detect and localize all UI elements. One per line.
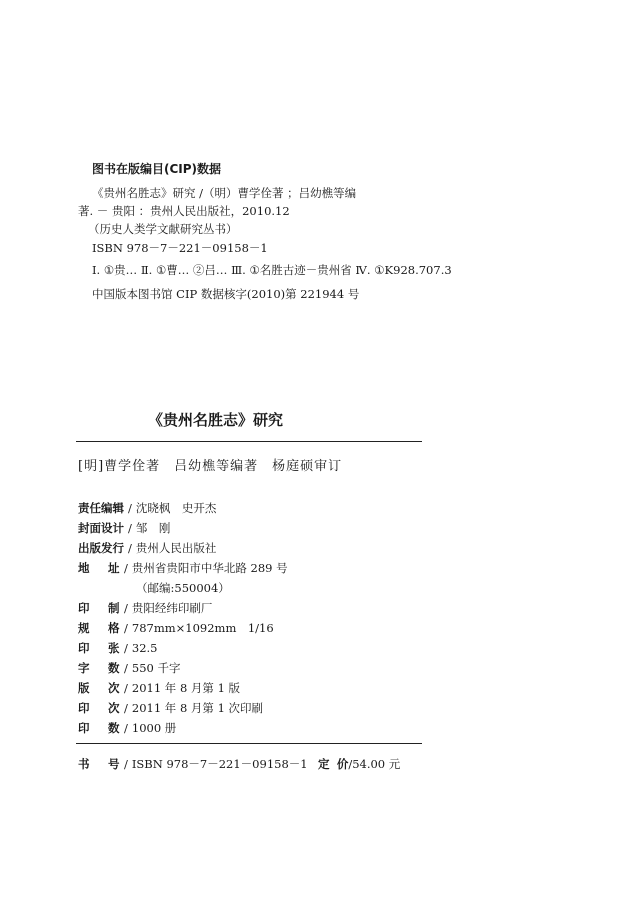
colophon-row: 印 张 / 32.5 (78, 641, 158, 655)
cip-line: 著. － 贵阳 ：贵州人民出版社，2010.12 (78, 204, 290, 218)
colophon-row: 印 制 / 贵阳经纬印刷厂 (78, 601, 213, 615)
colophon-row: 出版发行 / 贵州人民出版社 (78, 541, 217, 555)
book-title: 《贵州名胜志》研究 (148, 411, 284, 429)
colophon-row: 字 数 / 550 千字 (78, 661, 181, 675)
divider (76, 441, 422, 442)
price-row: 定 价/54.00 元 (318, 757, 401, 771)
colophon-row: 地 址 / 贵州省贵阳市中华北路 289 号 (78, 561, 288, 575)
isbn-row: 书 号 / ISBN 978－7－221－09158－1 (78, 757, 308, 771)
colophon-row: （邮编:550004） (136, 581, 230, 595)
book-authors: [明]曹学佺著 吕幼樵等编著 杨庭硕审订 (78, 459, 343, 474)
cip-line: （历史人类学文献研究丛书） (88, 222, 238, 236)
divider (76, 743, 422, 744)
colophon-row: 印 数 / 1000 册 (78, 721, 177, 735)
colophon-row: 封面设计 / 邹 刚 (78, 521, 171, 535)
cip-line: ISBN 978－7－221－09158－1 (92, 241, 268, 255)
colophon-row: 版 次 / 2011 年 8 月第 1 版 (78, 681, 241, 695)
cip-line: 中国版本图书馆 CIP 数据核字(2010)第 221944 号 (92, 287, 360, 301)
cip-heading: 图书在版编目(CIP)数据 (92, 162, 222, 176)
colophon-row: 责任编辑 / 沈晓枫 史开杰 (78, 501, 217, 515)
colophon-row: 规 格 / 787mm×1092mm 1/16 (78, 621, 274, 635)
colophon-row: 印 次 / 2011 年 8 月第 1 次印刷 (78, 701, 264, 715)
cip-line: 《贵州名胜志》研究 /（明）曹学佺著 ；吕幼樵等编 (92, 186, 357, 200)
cip-line: Ⅰ. ①贵… Ⅱ. ①曹… ②吕… Ⅲ. ①名胜古迹－贵州省 Ⅳ. ①K928.707.3 (92, 263, 452, 277)
